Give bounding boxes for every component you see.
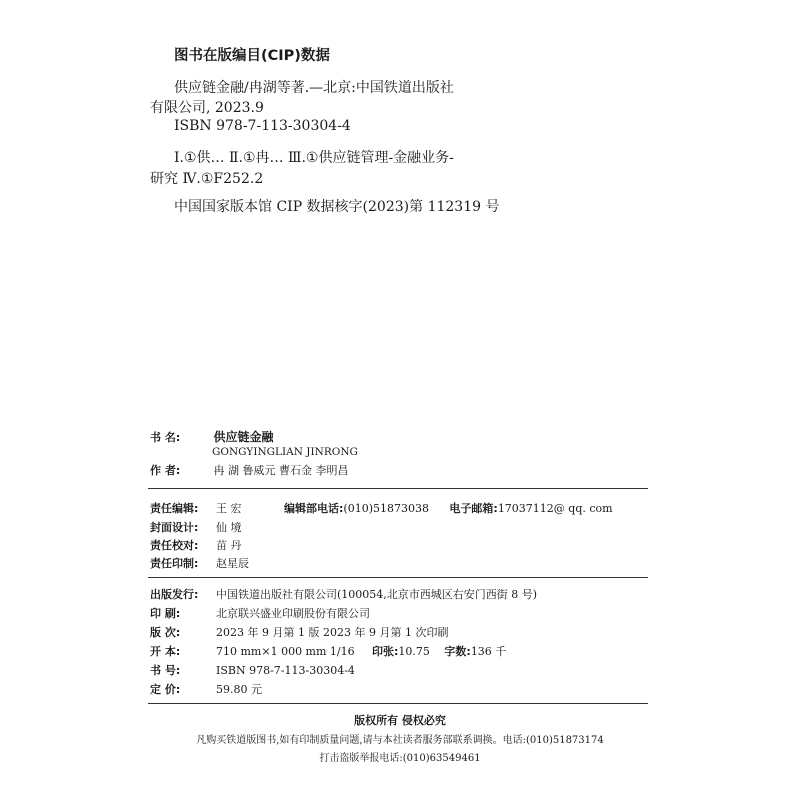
proofreader: 苗 丹: [216, 539, 242, 552]
cover-row: [150, 519, 242, 535]
cover-label: 封面设计:: [150, 521, 199, 534]
cip-line-6: 中国国家版本馆 CIP 数据核字(2023)第 112319 号: [174, 199, 500, 215]
cip-line-5: 研究 Ⅳ.①F252.2: [150, 171, 264, 187]
cip-line-4: Ⅰ.①供… Ⅱ.①冉… Ⅲ.①供应链管理-金融业务-: [174, 150, 454, 166]
piracy-hotline: 打击盗版举报电话:(010)63549461: [319, 753, 481, 764]
editor-row: [150, 500, 613, 516]
price-label: 定 价:: [150, 683, 181, 696]
service-notice: 凡购买铁道版图书,如有印制质量问题,请与本社读者服务部联系调换。电话:(010)51873174: [196, 735, 604, 746]
book-pinyin: GONGYINGLIAN JINRONG: [212, 446, 358, 458]
cip-line-3: ISBN 978-7-113-30304-4: [174, 118, 351, 134]
edition: 2023 年 9 月第 1 版 2023 年 9 月第 1 次印刷: [216, 626, 449, 639]
editorial-phone: (010)51873038: [343, 502, 429, 515]
words-label: 字数:: [444, 645, 471, 658]
format-label: 开 本:: [150, 645, 181, 658]
divider-2: [148, 577, 648, 578]
divider-3: [148, 703, 648, 704]
print-manager-label: 责任印制:: [150, 557, 199, 570]
book-title-row: [150, 428, 274, 445]
edition-label: 版 次:: [150, 626, 181, 639]
authors: 冉 湖 鲁威元 曹石金 李明昌: [213, 464, 349, 477]
publisher-label: 出版发行:: [150, 588, 199, 601]
sheets: 10.75: [398, 645, 430, 658]
edition-row: [150, 624, 448, 640]
publisher-row: [150, 586, 537, 602]
cip-title: 图书在版编目(CIP)数据: [174, 48, 330, 64]
author-label: 作 者:: [150, 464, 181, 477]
price-row: [150, 681, 262, 697]
author-row: [150, 462, 349, 478]
proof-row: [150, 537, 242, 553]
printer-row: [150, 605, 370, 621]
words: 136 千: [470, 645, 507, 658]
book-title-label: 书 名:: [150, 431, 181, 444]
isbn-label: 书 号:: [150, 664, 181, 677]
proof-label: 责任校对:: [150, 539, 199, 552]
format-row: [150, 643, 506, 659]
cip-line-1: 供应链金融/冉湖等著.—北京:中国铁道出版社: [174, 80, 454, 96]
print-manager: 赵星辰: [216, 557, 249, 570]
cip-line-2: 有限公司, 2023.9: [150, 100, 264, 116]
printer-label: 印 刷:: [150, 607, 181, 620]
isbn-row: [150, 662, 355, 678]
rights-notice: 版权所有 侵权必究: [354, 714, 446, 727]
publisher: 中国铁道出版社有限公司(100054,北京市西城区右安门西街 8 号): [216, 588, 538, 601]
printer: 北京联兴盛业印刷股份有限公司: [216, 607, 370, 620]
editor-label: 责任编辑:: [150, 502, 199, 515]
format: 710 mm×1 000 mm 1/16: [216, 645, 355, 658]
email: 17037112@ qq. com: [497, 502, 613, 515]
cover-designer: 仙 境: [216, 521, 242, 534]
divider-1: [148, 488, 648, 489]
print-manager-row: [150, 555, 249, 571]
price: 59.80 元: [216, 683, 262, 696]
editor: 王 宏: [216, 502, 242, 515]
book-title: 供应链金融: [213, 430, 274, 444]
phone-label: 编辑部电话:: [284, 502, 344, 515]
email-label: 电子邮箱:: [449, 502, 498, 515]
isbn: ISBN 978-7-113-30304-4: [216, 664, 355, 677]
sheets-label: 印张:: [372, 645, 399, 658]
